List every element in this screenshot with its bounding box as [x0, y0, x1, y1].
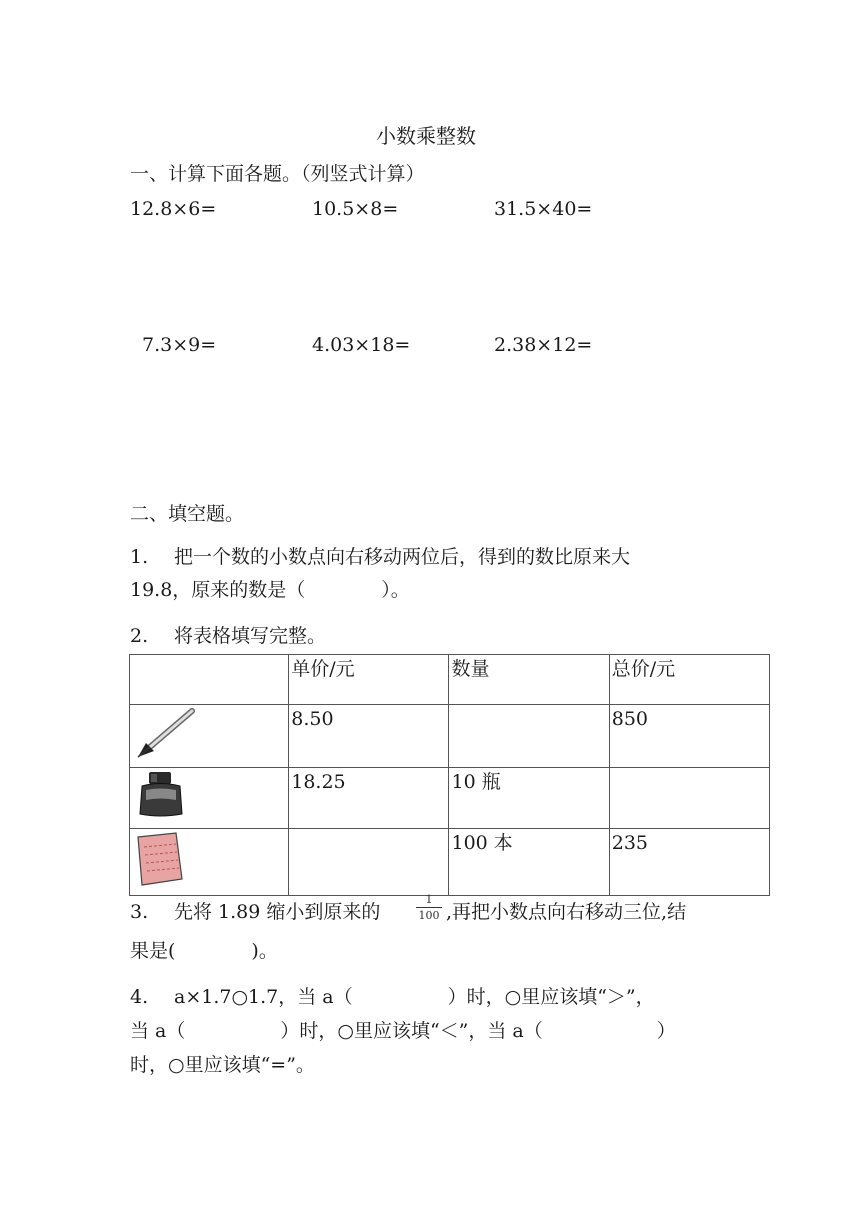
table-header-row: [130, 655, 770, 705]
table-cell: [449, 705, 609, 768]
q2-number: 2.: [130, 625, 149, 647]
problem-4: 7.3×9=: [142, 334, 217, 356]
fraction-denominator: 100: [418, 909, 440, 922]
notebook-icon: [132, 831, 192, 887]
table-row: [130, 768, 770, 829]
table-header-cell: 数量: [449, 655, 609, 705]
table-header-cell: 总价/元: [609, 655, 769, 705]
pen-cell: [130, 705, 289, 768]
table-cell: 18.25: [289, 768, 449, 829]
table-cell: 235: [609, 829, 769, 896]
problem-2: 10.5×8=: [312, 198, 399, 220]
page-title: 小数乘整数: [376, 124, 476, 148]
q1-number: 1.: [130, 546, 149, 568]
price-table: [129, 654, 770, 896]
section1-heading: 一、计算下面各题。（列竖式计算）: [130, 163, 425, 185]
q4-line2: 当 a（ ）时，○里应该填“＜”，当 a（ ）: [130, 1020, 676, 1042]
table-cell: [289, 829, 449, 896]
fraction: [416, 893, 442, 922]
problem-5: 4.03×18=: [312, 334, 411, 356]
table-cell: [609, 768, 769, 829]
q4-number: 4.: [130, 986, 149, 1008]
section2-heading: 二、填空题。: [130, 503, 245, 525]
table-header-cell: [130, 655, 289, 705]
q3-line2: 果是( )。: [130, 940, 278, 962]
q1-line2: 19.8，原来的数是（ ）。: [130, 579, 410, 601]
table-cell: 850: [609, 705, 769, 768]
problem-1: 12.8×6=: [130, 198, 217, 220]
table-cell: 100 本: [449, 829, 609, 896]
pen-icon: [132, 707, 202, 759]
table-cell: 10 瓶: [449, 768, 609, 829]
problem-3: 31.5×40=: [494, 198, 593, 220]
problem-6: 2.38×12=: [494, 334, 593, 356]
q4-line3: 时，○里应该填“=”。: [130, 1054, 315, 1076]
table-cell: 8.50: [289, 705, 449, 768]
q3-before: 先将 1.89 缩小到原来的: [174, 901, 381, 923]
fraction-bar: [416, 907, 442, 908]
fraction-numerator: 1: [425, 893, 433, 906]
table-row: [130, 705, 770, 768]
table-header-cell: 单价/元: [289, 655, 449, 705]
q2-text: 将表格填写完整。: [174, 625, 327, 647]
ink-bottle-icon: [132, 770, 192, 820]
ink-cell: [130, 768, 289, 829]
q4-line1: a×1.7○1.7，当 a（ ）时，○里应该填“＞”，: [174, 986, 655, 1008]
notebook-cell: [130, 829, 289, 896]
table-row: [130, 829, 770, 896]
q1-line1: 把一个数的小数点向右移动两位后，得到的数比原来大: [174, 546, 631, 568]
q3-after: ,再把小数点向右移动三位,结: [446, 901, 687, 923]
q3-number: 3.: [130, 901, 149, 923]
